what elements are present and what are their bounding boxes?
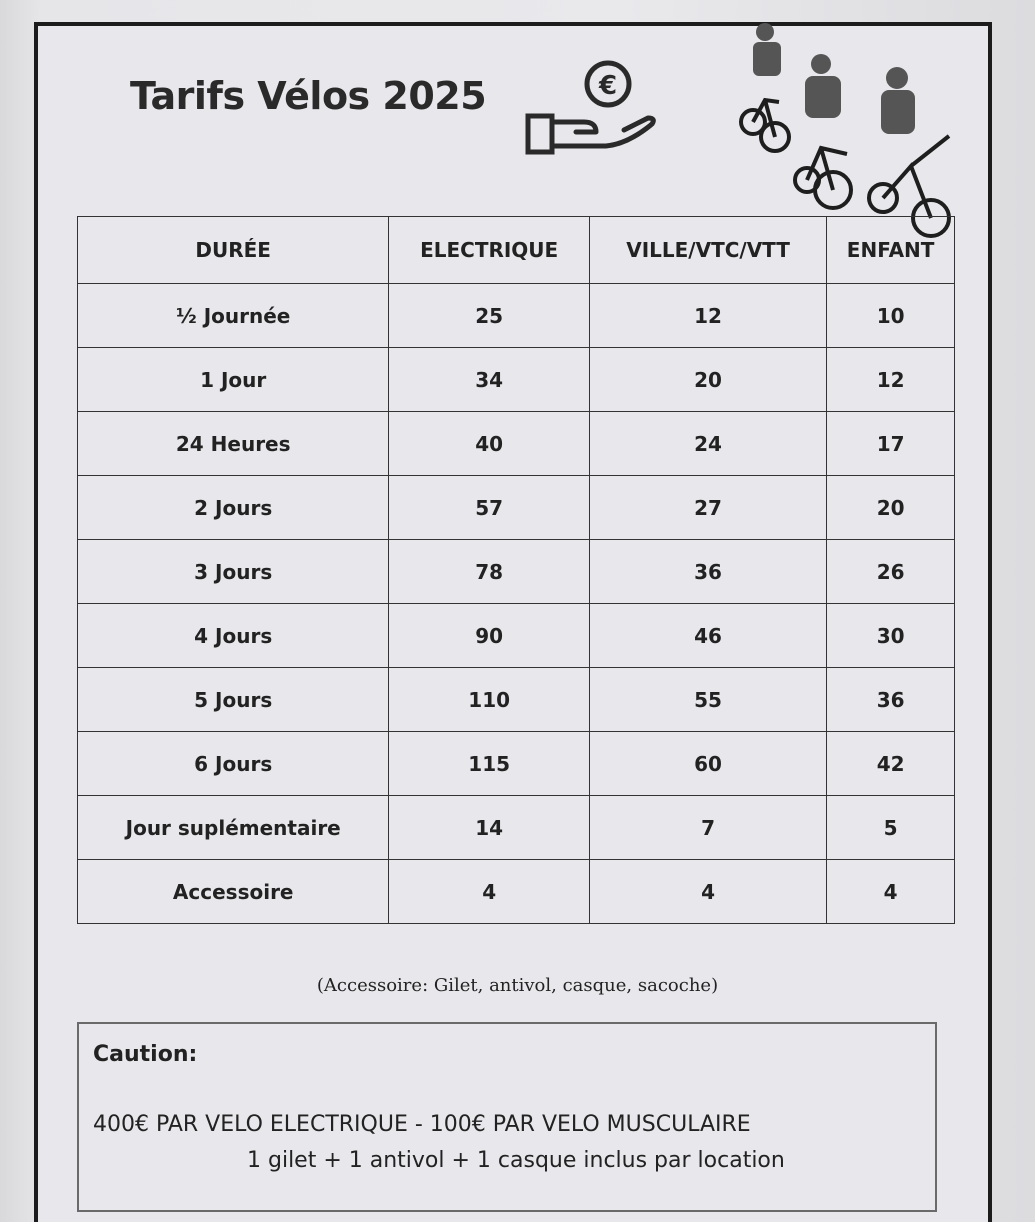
cell-ville: 20 [589, 348, 826, 412]
cell-duree: Accessoire [78, 860, 389, 924]
cell-enfant: 30 [827, 604, 955, 668]
svg-text:€: € [598, 71, 618, 101]
col-header-duree: DURÉE [78, 217, 389, 284]
cell-ville: 7 [589, 796, 826, 860]
table-row [78, 796, 955, 860]
cell-electrique: 110 [389, 668, 590, 732]
cell-duree: 5 Jours [78, 668, 389, 732]
table-header-row [78, 217, 955, 284]
cell-enfant: 36 [827, 668, 955, 732]
cell-enfant: 4 [827, 860, 955, 924]
cell-duree: 4 Jours [78, 604, 389, 668]
cell-electrique: 57 [389, 476, 590, 540]
col-header-electrique: ELECTRIQUE [389, 217, 590, 284]
col-header-enfant: ENFANT [827, 217, 955, 284]
cell-duree: Jour suplémentaire [78, 796, 389, 860]
table-row [78, 348, 955, 412]
cell-enfant: 12 [827, 348, 955, 412]
cell-ville: 36 [589, 540, 826, 604]
cell-duree: 3 Jours [78, 540, 389, 604]
cell-ville: 60 [589, 732, 826, 796]
cell-enfant: 5 [827, 796, 955, 860]
euro-hand-icon [524, 58, 664, 168]
cell-electrique: 4 [389, 860, 590, 924]
cell-ville: 55 [589, 668, 826, 732]
price-table [77, 216, 955, 924]
page-title: Tarifs Vélos 2025 [130, 74, 487, 118]
cell-duree: 24 Heures [78, 412, 389, 476]
table-row [78, 668, 955, 732]
caution-included-text: 1 gilet + 1 antivol + 1 casque inclus par location [247, 1148, 785, 1173]
cell-duree: 2 Jours [78, 476, 389, 540]
table-row [78, 732, 955, 796]
cell-electrique: 90 [389, 604, 590, 668]
cell-electrique: 25 [389, 284, 590, 348]
cell-electrique: 14 [389, 796, 590, 860]
table-row [78, 412, 955, 476]
cell-electrique: 34 [389, 348, 590, 412]
cell-ville: 27 [589, 476, 826, 540]
cell-duree: 6 Jours [78, 732, 389, 796]
cell-duree: 1 Jour [78, 348, 389, 412]
table-row [78, 604, 955, 668]
col-header-ville: VILLE/VTC/VTT [589, 217, 826, 284]
table-row [78, 476, 955, 540]
cell-electrique: 78 [389, 540, 590, 604]
cell-electrique: 40 [389, 412, 590, 476]
cell-enfant: 10 [827, 284, 955, 348]
cell-ville: 24 [589, 412, 826, 476]
table-row [78, 284, 955, 348]
caution-deposit-text: 400€ PAR VELO ELECTRIQUE - 100€ PAR VELO MUSCULAIRE [93, 1112, 751, 1137]
cell-enfant: 42 [827, 732, 955, 796]
caution-box [77, 1022, 937, 1212]
accessory-note: (Accessoire: Gilet, antivol, casque, sacoche) [316, 975, 719, 996]
table-row [78, 860, 955, 924]
cell-duree: ½ Journée [78, 284, 389, 348]
cell-ville: 12 [589, 284, 826, 348]
cell-ville: 46 [589, 604, 826, 668]
cell-electrique: 115 [389, 732, 590, 796]
cell-enfant: 26 [827, 540, 955, 604]
table-row [78, 540, 955, 604]
cell-enfant: 20 [827, 476, 955, 540]
caution-title: Caution: [93, 1042, 198, 1067]
cyclists-illustration [735, 22, 960, 242]
cell-ville: 4 [589, 860, 826, 924]
cell-enfant: 17 [827, 412, 955, 476]
